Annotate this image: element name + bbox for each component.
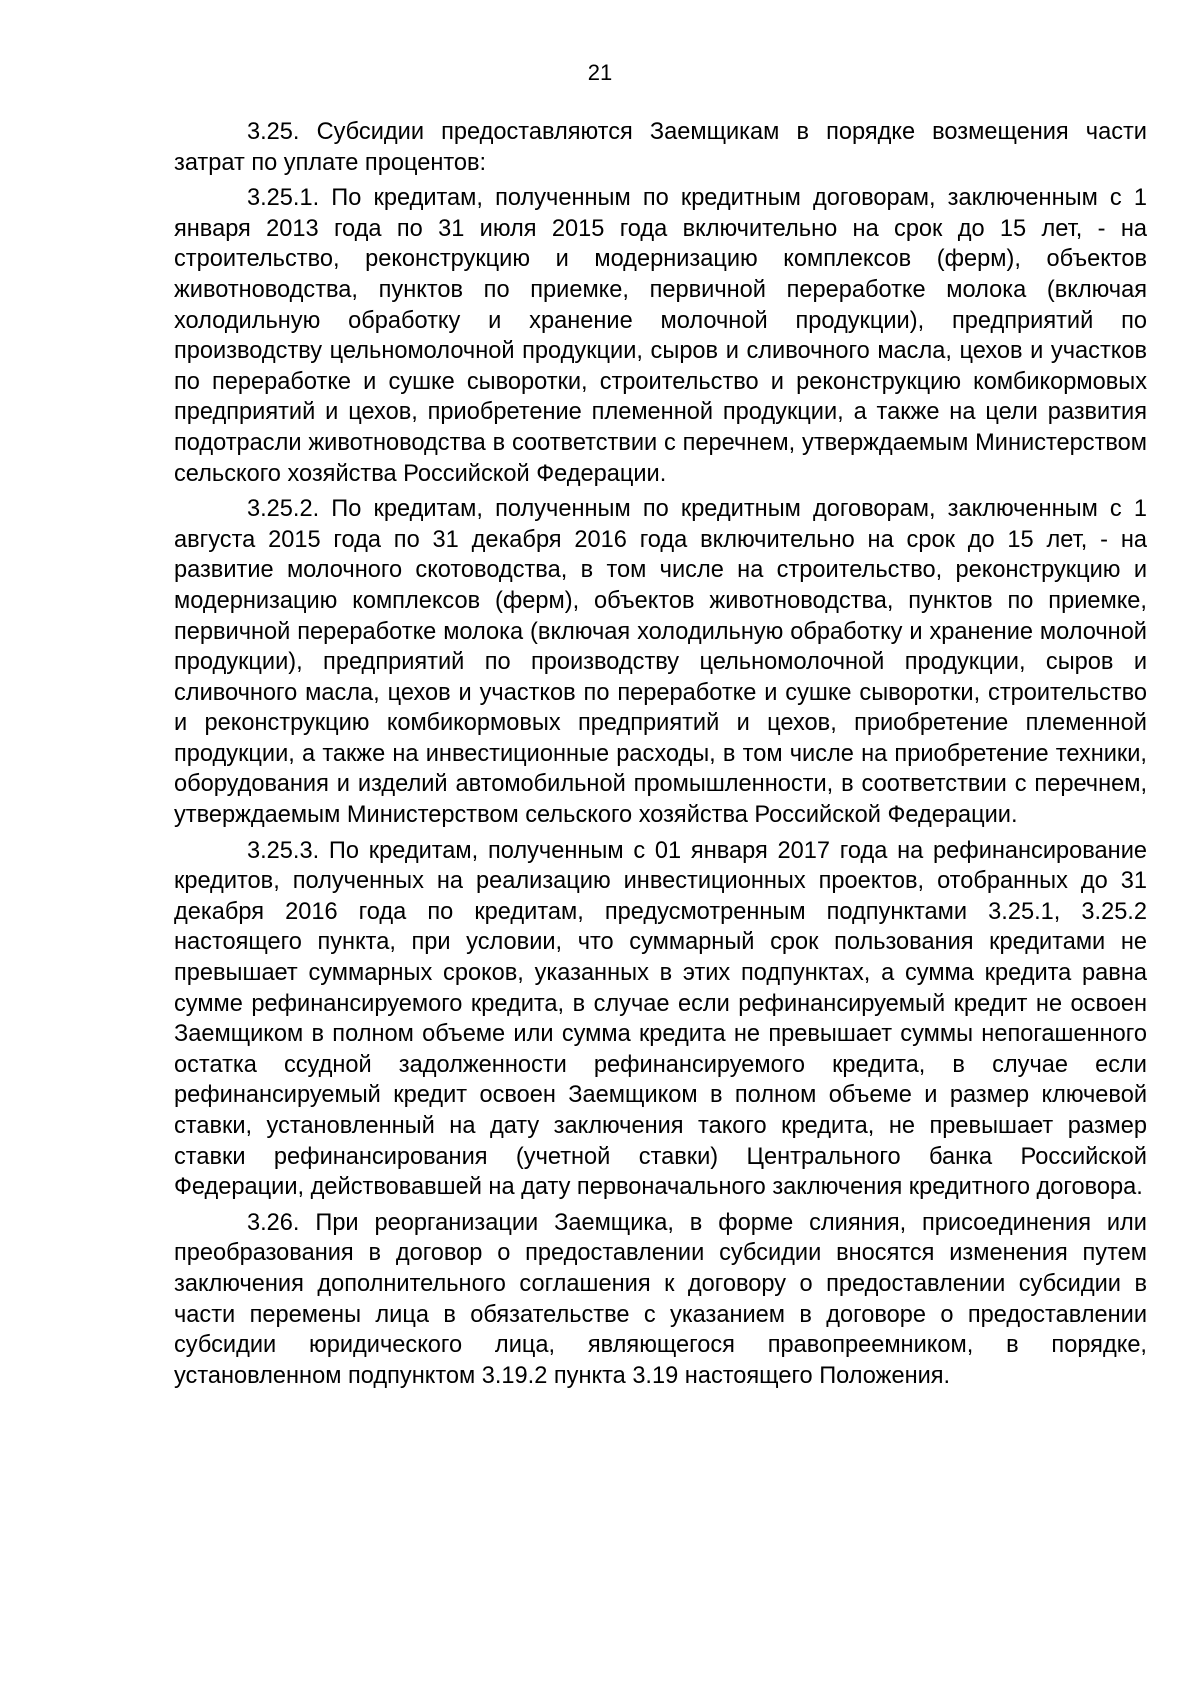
paragraph-3-25: 3.25. Субсидии предоставляются Заемщикам в порядке возмещения части затрат по уплате процентов: xyxy=(174,119,1147,176)
paragraph-3-25-3: 3.25.3. По кредитам, полученным с 01 января 2017 года на рефинансирование кредитов, полученных на реализацию инвестиционных проектов, отобранных до 31 декабря 2016 года по кредитам, предусмотренным подпунктами 3.25.1, 3.25.2 настоящего пункта, при условии, что суммарный срок пользования кредитами не превышает суммарных сроков, указанных в этих подпунктах, а сумма кредита равна сумме рефинансируемого кредита, в случае если рефинансируемый кредит не освоен Заемщиком в полном объеме или сумма кредита не превышает суммы непогашенного остатка ссудной задолженности рефинансируемого кредита, в случае если рефинансируемый кредит освоен Заемщиком в полном объеме и размер ключевой ставки, установленный на дату заключения такого кредита, не превышает размер ставки рефинансирования (учетной ставки) Центрального банка Российской Федерации, действовавшей на дату первоначального заключения кредитного договора. xyxy=(174,837,1147,1201)
paragraph-3-26: 3.26. При реорганизации Заемщика, в форме слияния, присоединения или преобразования в договор о предоставлении субсидии вносятся изменения путем заключения дополнительного соглашения к договору о предоставлении субсидии в части перемены лица в обязательстве с указанием в договоре о предоставлении субсидии юридического лица, являющегося правопреемником, в порядке, установленном подпунктом 3.19.2 пункта 3.19 настоящего Положения. xyxy=(174,1209,1147,1389)
document-body xyxy=(174,117,1147,1396)
paragraph-3-25-2: 3.25.2. По кредитам, полученным по кредитным договорам, заключенным с 1 августа 2015 года по 31 декабря 2016 года включительно на срок до 15 лет, - на развитие молочного скотоводства, в том числе на строительство, реконструкцию и модернизацию комплексов (ферм), объектов животноводства, пунктов по приемке, первичной переработке молока (включая холодильную обработку и хранение молочной продукции), предприятий по производству цельномолочной продукции, сыров и сливочного масла, цехов и участков по переработке и сушке сыворотки, строительство и реконструкцию комбикормовых предприятий и цехов, приобретение племенной продукции, а также на инвестиционные расходы, в том числе на приобретение техники, оборудования и изделий автомобильной промышленности, в соответствии с перечнем, утверждаемым Министерством сельского хозяйства Российской Федерации. xyxy=(174,496,1147,829)
paragraph-3-25-1: 3.25.1. По кредитам, полученным по кредитным договорам, заключенным с 1 января 2013 года по 31 июля 2015 года включительно на срок до 15 лет, - на строительство, реконструкцию и модернизацию комплексов (ферм), объектов животноводства, пунктов по приемке, первичной переработке молока (включая холодильную обработку и хранение молочной продукции), предприятий по производству цельномолочной продукции, сыров и сливочного масла, цехов и участков по переработке и сушке сыворотки, строительство и реконструкцию комбикормовых предприятий и цехов, приобретение племенной продукции, а также на цели развития подотрасли животноводства в соответствии с перечнем, утверждаемым Министерством сельского хозяйства Российской Федерации. xyxy=(174,185,1147,487)
page-number: 21 xyxy=(587,60,613,85)
